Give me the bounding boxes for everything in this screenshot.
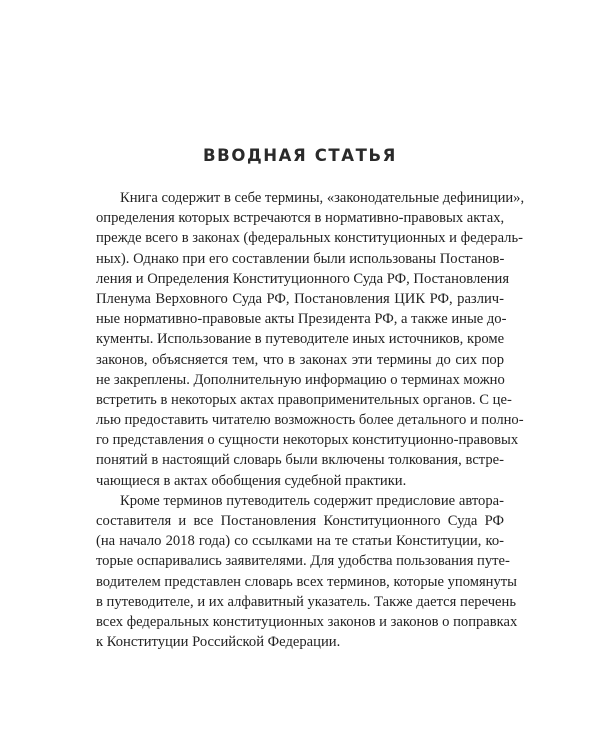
text-line: законов, объясняется тем, что в законах эти термины до сих пор bbox=[96, 351, 504, 368]
text-line: го представления о сущности некоторых конституционно-правовых bbox=[96, 432, 519, 449]
text-line: не закреплены. Дополнительную информацию о терминах можно bbox=[96, 371, 505, 388]
article-body bbox=[96, 188, 525, 652]
text-line: лью предоставить читателю возможность более детального и полно- bbox=[96, 412, 524, 429]
text-line: торые оспаривались заявителями. Для удобства пользования путе- bbox=[96, 553, 510, 570]
paragraph-1 bbox=[96, 188, 525, 491]
text-line: водителем представлен словарь всех терминов, которые упомянуты bbox=[96, 573, 517, 590]
text-line: чающиеся в актах обобщения судебной практики. bbox=[96, 472, 407, 489]
text-line: всех федеральных конституционных законов и законов о поправках bbox=[96, 613, 518, 630]
text-line: кументы. Использование в путеводителе иных источников, кроме bbox=[96, 331, 505, 348]
text-line: ных). Однако при его составлении были использованы Постанов- bbox=[96, 250, 505, 267]
text-line: составителя и все Постановления Конституционного Суда РФ bbox=[96, 513, 504, 529]
paragraph-2 bbox=[96, 491, 518, 653]
text-line: Пленума Верховного Суда РФ, Постановления ЦИК РФ, различ- bbox=[96, 290, 504, 307]
text-line: определения которых встречаются в нормативно-правовых актах, bbox=[96, 210, 505, 227]
text-line: прежде всего в законах (федеральных конституционных и федераль- bbox=[96, 230, 523, 247]
text-line: встретить в некоторых актах правоприменительных органов. С це- bbox=[96, 391, 512, 408]
text-line: (на начало 2018 года) со ссылками на те статьи Конституции, ко- bbox=[96, 533, 504, 550]
text-line: ные нормативно-правовые акты Президента РФ, а также иные до- bbox=[96, 311, 507, 328]
text-line: ления и Определения Конституционного Суда РФ, Постановления bbox=[96, 270, 510, 287]
text-line: в путеводителе, и их алфавитный указатель. Также дается перечень bbox=[96, 593, 516, 610]
text-line: понятий в настоящий словарь были включены толкования, встре- bbox=[96, 452, 504, 469]
text-line: к Конституции Российской Федерации. bbox=[96, 634, 341, 651]
page-title: ВВОДНАЯ СТАТЬЯ bbox=[203, 146, 397, 165]
text-line: Кроме терминов путеводитель содержит предисловие автора- bbox=[120, 492, 504, 509]
text-line: Книга содержит в себе термины, «законодательные дефиниции», bbox=[120, 190, 525, 206]
